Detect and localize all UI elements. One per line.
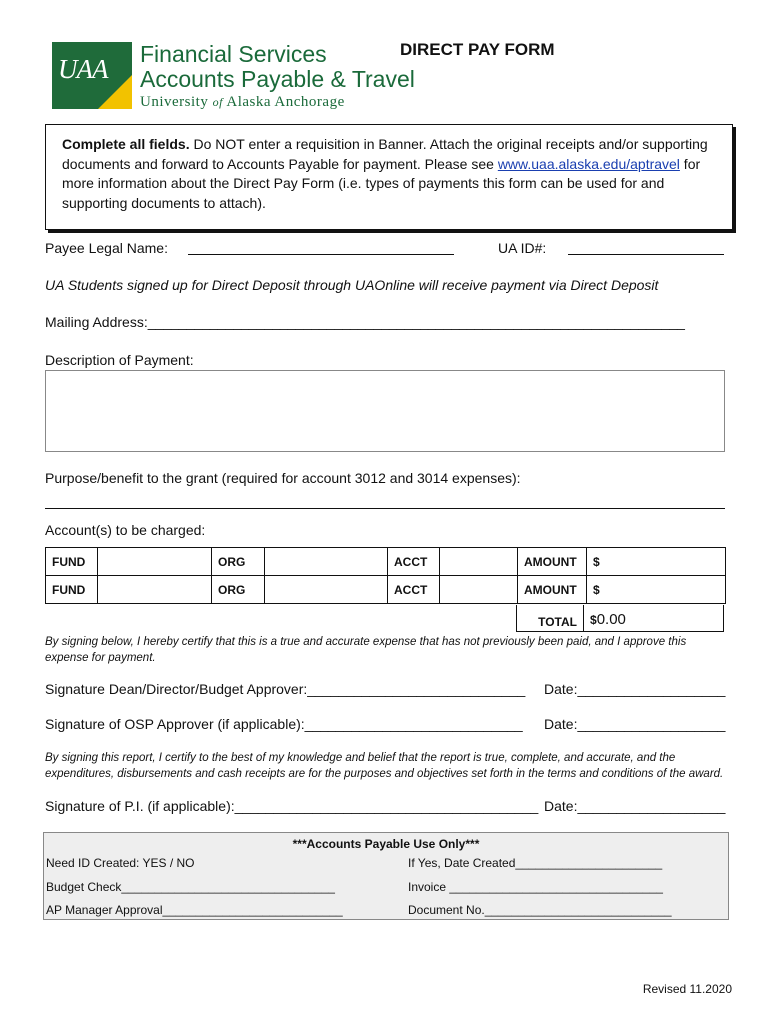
- amount-label: AMOUNT: [518, 576, 587, 604]
- fund-label: FUND: [46, 576, 98, 604]
- total-field[interactable]: [583, 605, 724, 632]
- certify-statement: By signing below, I hereby certify that this is a true and accurate expense that has not previously been paid, and I approve this expense for payment.: [45, 636, 687, 664]
- amount-input[interactable]: $: [587, 548, 726, 576]
- accounts-table: [45, 547, 726, 604]
- acct-input[interactable]: [440, 548, 518, 576]
- instructions-lead: Complete all fields.: [62, 136, 190, 152]
- form-title: DIRECT PAY FORM: [400, 40, 555, 59]
- fund-label: FUND: [46, 548, 98, 576]
- pi-signature-field[interactable]: Signature of P.I. (if applicable):_______________________________________: [45, 798, 539, 814]
- org-input[interactable]: [265, 576, 388, 604]
- osp-signature-field[interactable]: Signature of OSP Approver (if applicable):____________________________: [45, 716, 523, 732]
- uaa-logo: [52, 42, 132, 109]
- university-prefix: University: [140, 94, 209, 110]
- org-name: [140, 42, 415, 92]
- purpose-field[interactable]: [45, 508, 725, 509]
- university-suffix: Alaska Anchorage: [226, 94, 345, 110]
- description-label: Description of Payment:: [45, 352, 194, 368]
- pi-date-field[interactable]: Date:___________________: [544, 798, 726, 814]
- invoice-field[interactable]: Invoice ________________________________: [408, 880, 663, 894]
- direct-deposit-note: UA Students signed up for Direct Deposit through UAOnline will receive payment via Direct Deposit: [45, 277, 659, 293]
- dean-date-field[interactable]: Date:___________________: [544, 681, 726, 697]
- dean-signature-field[interactable]: Signature Dean/Director/Budget Approver:____________________________: [45, 681, 526, 697]
- table-row: [46, 576, 726, 604]
- ap-manager-field[interactable]: AP Manager Approval___________________________: [46, 903, 343, 917]
- acct-label: ACCT: [388, 548, 440, 576]
- mailing-address-field[interactable]: Mailing Address:_____________________________________________________________________: [45, 314, 685, 330]
- instructions-text-2: for more information about the Direct Pay Form (i.e. types of payments this form can be used for and supporting documents to attach).: [62, 155, 701, 211]
- total-row: [516, 605, 724, 632]
- payee-name-field[interactable]: [188, 254, 454, 255]
- university-of: of: [212, 95, 223, 109]
- fund-input[interactable]: [98, 548, 212, 576]
- total-label: TOTAL: [516, 605, 584, 632]
- org-label: ORG: [212, 548, 265, 576]
- table-row: [46, 548, 726, 576]
- org-input[interactable]: [265, 548, 388, 576]
- purpose-label: Purpose/benefit to the grant (required for account 3012 and 3014 expenses):: [45, 470, 521, 486]
- total-currency: $: [590, 613, 597, 627]
- amount-label: AMOUNT: [518, 548, 587, 576]
- logo-text: UAA: [58, 54, 108, 84]
- ap-use-only-box: [43, 832, 729, 920]
- payee-name-label: Payee Legal Name:: [45, 240, 168, 256]
- budget-check-field[interactable]: Budget Check________________________________: [46, 880, 335, 894]
- total-value: 0.00: [596, 611, 626, 628]
- amount-input[interactable]: $: [587, 576, 726, 604]
- document-no-field[interactable]: Document No.____________________________: [408, 903, 672, 917]
- description-field[interactable]: [45, 370, 725, 452]
- university-name: [140, 94, 345, 111]
- aptravel-link[interactable]: www.uaa.alaska.edu/aptravel: [497, 155, 680, 172]
- acct-input[interactable]: [440, 576, 518, 604]
- org-label: ORG: [212, 576, 265, 604]
- org-line1: Financial Services: [140, 41, 327, 67]
- osp-date-field[interactable]: Date:___________________: [544, 716, 726, 732]
- ap-use-title: ***Accounts Payable Use Only***: [292, 837, 480, 851]
- instructions-box: [45, 124, 733, 230]
- accounts-label: Account(s) to be charged:: [45, 522, 206, 538]
- revision-date: Revised 11.2020: [642, 982, 732, 996]
- acct-label: ACCT: [388, 576, 440, 604]
- need-id-field[interactable]: Need ID Created: YES / NO: [46, 856, 195, 870]
- org-line2: Accounts Payable & Travel: [140, 66, 415, 92]
- report-statement: By signing this report, I certify to the best of my knowledge and belief that the report is true, complete, and accurate, and the expenditures, disbursements and cash receipts are for the purposes and objectives set forth in the terms and conditions of the award.: [45, 752, 724, 780]
- ua-id-field[interactable]: [568, 254, 724, 255]
- ua-id-label: UA ID#:: [498, 240, 547, 256]
- date-created-field[interactable]: If Yes, Date Created______________________: [408, 856, 663, 870]
- fund-input[interactable]: [98, 576, 212, 604]
- instructions-text: Do NOT enter a requisition in Banner. Attach the original receipts and/or supporting documents and forward to Accounts Payable for payment. Please see: [62, 136, 708, 172]
